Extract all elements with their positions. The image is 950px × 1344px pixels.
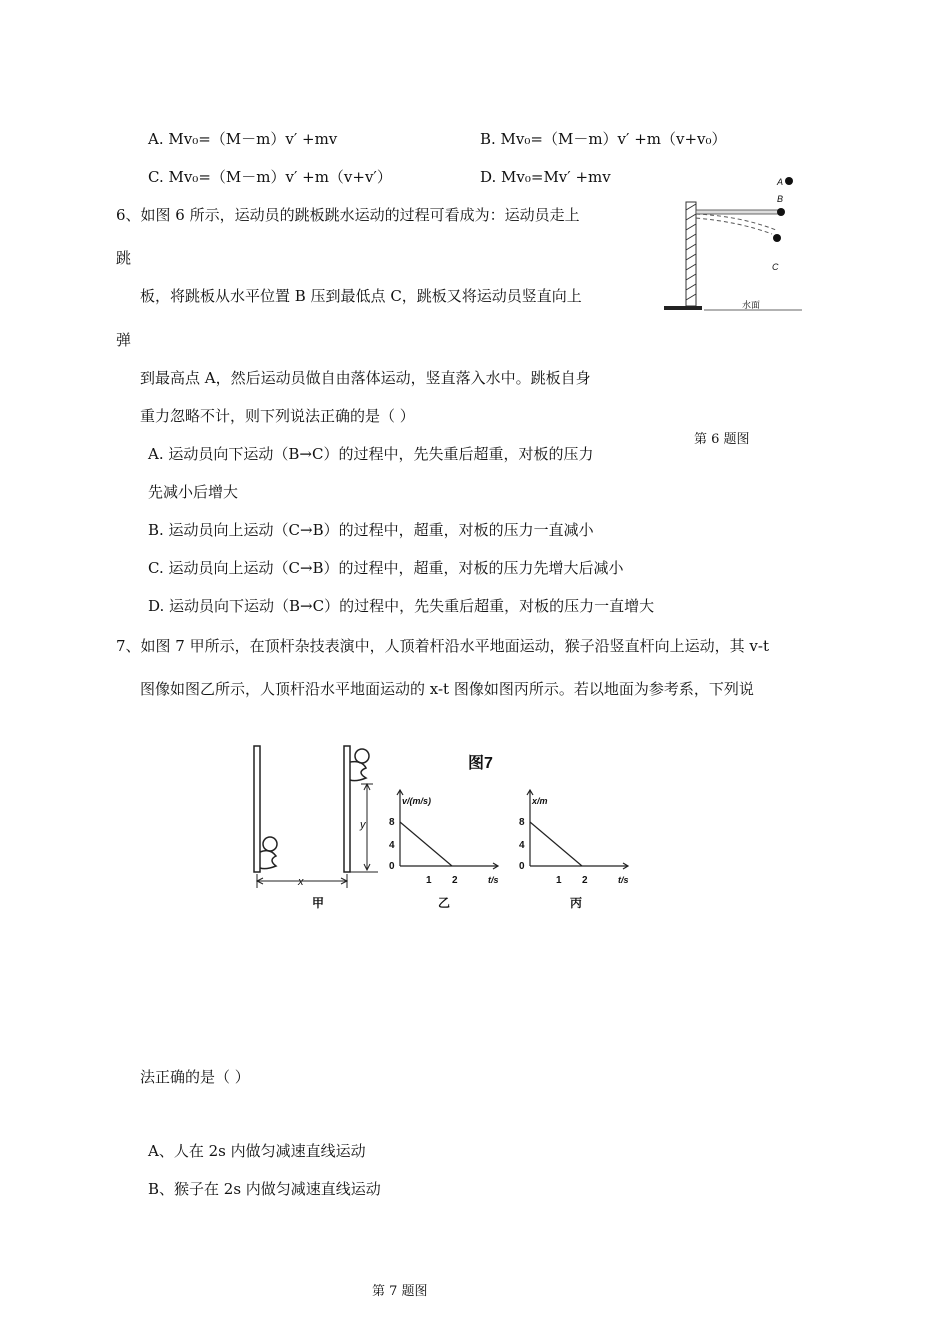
label-bing: 丙 [570, 896, 583, 910]
q6-line-2b: 弹 [116, 331, 132, 349]
label-yi: 乙 [438, 896, 451, 910]
q6-figure-caption: 第 6 题图 [694, 432, 750, 447]
q6-option-b: B. 运动员向上运动（C→B）的过程中，超重，对板的压力一直减小 [148, 521, 594, 539]
graph-bing-line [530, 822, 582, 866]
graph-bing-tick-2: 2 [582, 875, 588, 886]
q7-line-2: 图像如图乙所示，人顶杆沿水平地面运动的 x-t 图像如图丙所示。若以地面为参考系，下列说 [140, 680, 754, 698]
graph-yi-ylabel: v/(m/s) [402, 796, 432, 806]
graph-yi-tick-8: 8 [389, 817, 395, 828]
diving-board-bent [696, 214, 776, 230]
q6-option-a-line-1: A. 运动员向下运动（B→C）的过程中，先失重后超重，对板的压力 [148, 445, 594, 463]
graph-bing-tick-1: 1 [556, 875, 562, 886]
q6-line-2: 板，将跳板从水平位置 B 压到最低点 C，跳板又将运动员竖直向上 [140, 287, 582, 305]
q7-figure [240, 740, 650, 915]
q5-option-a: A. Mv₀=（M－m）v′ +mv [148, 130, 338, 148]
graph-yi-tick-4: 4 [389, 840, 395, 851]
graph-bing [519, 790, 629, 910]
graph-yi-line [400, 822, 452, 866]
q6-option-c: C. 运动员向上运动（C→B）的过程中，超重，对板的压力先增大后减小 [148, 559, 624, 577]
q7-line-1: 7、如图 7 甲所示，在顶杆杂技表演中，人顶着杆沿水平地面运动，猴子沿竖直杆向上运动，其 v-t [116, 637, 769, 655]
graph-bing-tick-0: 0 [519, 861, 525, 872]
graph-bing-tick-8: 8 [519, 817, 525, 828]
q7-figure-caption: 第 7 题图 [372, 1284, 428, 1299]
position-b-dot [777, 208, 785, 216]
figure-jia [254, 746, 378, 910]
ground-base [664, 306, 702, 310]
graph-bing-xlabel: t/s [618, 875, 629, 885]
q5-option-d: D. Mv₀=Mv′ +mv [480, 168, 611, 186]
q6-option-a-line-2: 先减小后增大 [148, 483, 239, 501]
q6-line-4: 重力忽略不计，则下列说法正确的是（ ） [140, 407, 415, 425]
monkey-bottom [260, 837, 277, 869]
q6-line-1: 6、如图 6 所示，运动员的跳板跳水运动的过程可看成为：运动员走上 [116, 206, 580, 224]
q6-line-3: 到最高点 A，然后运动员做自由落体运动，竖直落入水中。跳板自身 [140, 369, 591, 387]
label-jia: 甲 [312, 896, 325, 910]
label-y: y [360, 819, 366, 831]
q5-option-c: C. Mv₀=（M－m）v′ +m（v+v′） [148, 168, 392, 186]
water-label: 水面 [742, 300, 761, 310]
graph-bing-ylabel: x/m [532, 796, 548, 806]
q6-line-1b: 跳 [116, 249, 132, 267]
q5-option-b: B. Mv₀=（M－m）v′ +m（v+v₀） [480, 130, 727, 148]
position-a-dot [785, 177, 793, 185]
label-x: x [298, 876, 304, 888]
q7-line-3: 法正确的是（ ） [140, 1068, 250, 1086]
graph-yi [389, 790, 499, 910]
monkey-top [350, 749, 369, 781]
graph-bing-tick-4: 4 [519, 840, 525, 851]
figure-7-title: 图7 [468, 755, 493, 772]
pole-start [254, 746, 260, 872]
hatched-pillar [686, 202, 696, 306]
q7-option-a: A、人在 2s 内做匀减速直线运动 [148, 1142, 366, 1160]
q6-option-d: D. 运动员向下运动（B→C）的过程中，先失重后超重，对板的压力一直增大 [148, 597, 655, 615]
label-c: C [772, 262, 779, 272]
graph-yi-xlabel: t/s [488, 875, 499, 885]
label-b: B [777, 194, 784, 204]
pole-end [344, 746, 350, 872]
graph-yi-tick-0: 0 [389, 861, 395, 872]
graph-yi-tick-1: 1 [426, 875, 432, 886]
diving-board-horizontal [696, 210, 778, 214]
graph-yi-tick-2: 2 [452, 875, 458, 886]
q7-option-b: B、猴子在 2s 内做匀减速直线运动 [148, 1180, 381, 1198]
q6-diving-board-figure [660, 170, 810, 320]
position-c-dot [773, 234, 781, 242]
label-a: A [777, 177, 784, 187]
